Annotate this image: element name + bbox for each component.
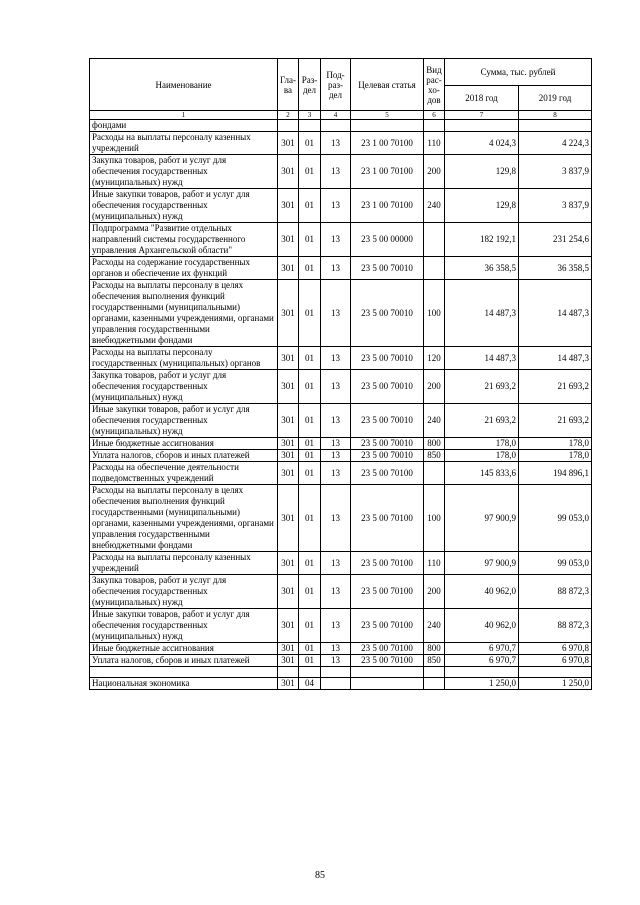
cell-sum-2019: 21 693,2 (519, 404, 592, 438)
cell-target-article: 23 5 00 70010 (351, 257, 424, 280)
cell-name: Расходы на выплаты персоналу в целях обеспечения выполнения функций государственными (муниципальными) органами, казенными учреждениями, органами управления государственными внебюджетными фондами (90, 280, 278, 347)
cell-sum-2018: 14 487,3 (445, 280, 519, 347)
cell-sum-2018: 36 358,5 (445, 257, 519, 280)
column-index: 4 (321, 111, 351, 120)
header-name: Наименование (90, 59, 278, 111)
cell-target-article: 23 5 00 70100 (351, 462, 424, 485)
table-row (90, 347, 592, 370)
cell-target-article: 23 5 00 70010 (351, 370, 424, 404)
cell-razdel: 01 (299, 347, 321, 370)
cell-razdel: 01 (299, 132, 321, 155)
cell-sum-2019: 6 970,8 (519, 643, 592, 655)
cell-expense-type: 240 (424, 404, 445, 438)
cell-target-article (351, 667, 424, 678)
column-index: 7 (445, 111, 519, 120)
cell-name: Расходы на обеспечение деятельности подведомственных учреждений (90, 462, 278, 485)
cell-glava: 301 (278, 643, 299, 655)
cell-podrazdel (321, 678, 351, 690)
cell-glava: 301 (278, 575, 299, 609)
cell-target-article: 23 5 00 70100 (351, 655, 424, 667)
cell-podrazdel: 13 (321, 575, 351, 609)
cell-podrazdel (321, 667, 351, 678)
header-glava: Гла-ва (278, 59, 299, 111)
table-row (90, 450, 592, 462)
header-podrazdel: Под-раз-дел (321, 59, 351, 111)
header-sum: Сумма, тыс. рублей (445, 59, 592, 86)
cell-expense-type: 240 (424, 189, 445, 223)
cell-glava: 301 (278, 280, 299, 347)
cell-name: Расходы на выплаты персоналу в целях обеспечения выполнения функций государственными (муниципальными) органами, казенными учреждениями, органами управления государственными внебюджетными фондами (90, 485, 278, 552)
column-index: 5 (351, 111, 424, 120)
cell-sum-2018: 1 250,0 (445, 678, 519, 690)
cell-glava: 301 (278, 450, 299, 462)
cell-expense-type: 100 (424, 280, 445, 347)
cell-glava: 301 (278, 132, 299, 155)
cell-sum-2018 (445, 120, 519, 132)
cell-podrazdel: 13 (321, 404, 351, 438)
cell-expense-type: 800 (424, 438, 445, 450)
cell-sum-2019: 6 970,8 (519, 655, 592, 667)
cell-expense-type (424, 120, 445, 132)
cell-name: Подпрограмма "Развитие отдельных направлений системы государственного управления Архангельской области" (90, 223, 278, 257)
cell-name: Национальная экономика (90, 678, 278, 690)
cell-expense-type (424, 257, 445, 280)
cell-glava: 301 (278, 462, 299, 485)
cell-expense-type: 110 (424, 132, 445, 155)
cell-expense-type: 240 (424, 609, 445, 643)
cell-podrazdel: 13 (321, 189, 351, 223)
cell-target-article: 23 5 00 70010 (351, 450, 424, 462)
cell-expense-type: 200 (424, 370, 445, 404)
header-year-2019: 2019 год (519, 86, 592, 111)
cell-expense-type: 200 (424, 575, 445, 609)
cell-name: Иные бюджетные ассигнования (90, 438, 278, 450)
table-row (90, 438, 592, 450)
cell-target-article: 23 5 00 70010 (351, 280, 424, 347)
cell-razdel: 01 (299, 257, 321, 280)
cell-sum-2018: 40 962,0 (445, 575, 519, 609)
cell-glava (278, 120, 299, 132)
header-razdel: Раз-дел (299, 59, 321, 111)
cell-name (90, 667, 278, 678)
cell-glava: 301 (278, 678, 299, 690)
cell-podrazdel: 13 (321, 438, 351, 450)
cell-podrazdel (321, 120, 351, 132)
table-row (90, 155, 592, 189)
cell-name: Иные бюджетные ассигнования (90, 643, 278, 655)
cell-glava (278, 667, 299, 678)
cell-sum-2018: 4 024,3 (445, 132, 519, 155)
cell-sum-2018: 97 900,9 (445, 552, 519, 575)
cell-target-article: 23 1 00 70100 (351, 155, 424, 189)
cell-expense-type (424, 678, 445, 690)
cell-expense-type: 110 (424, 552, 445, 575)
cell-glava: 301 (278, 155, 299, 189)
cell-sum-2018: 21 693,2 (445, 370, 519, 404)
cell-sum-2018: 14 487,3 (445, 347, 519, 370)
cell-razdel: 01 (299, 643, 321, 655)
cell-podrazdel: 13 (321, 643, 351, 655)
column-index: 8 (519, 111, 592, 120)
table-row (90, 609, 592, 643)
cell-glava: 301 (278, 485, 299, 552)
column-index: 3 (299, 111, 321, 120)
cell-razdel: 01 (299, 552, 321, 575)
table-row (90, 223, 592, 257)
cell-name: Закупка товаров, работ и услуг для обеспечения государственных (муниципальных) нужд (90, 370, 278, 404)
cell-target-article: 23 1 00 70100 (351, 132, 424, 155)
table-row (90, 462, 592, 485)
cell-name: Иные закупки товаров, работ и услуг для обеспечения государственных (муниципальных) нужд (90, 189, 278, 223)
cell-podrazdel: 13 (321, 370, 351, 404)
cell-podrazdel: 13 (321, 609, 351, 643)
cell-name: Расходы на выплаты персоналу казенных учреждений (90, 552, 278, 575)
cell-target-article: 23 5 00 70100 (351, 575, 424, 609)
column-index: 2 (278, 111, 299, 120)
table-row (90, 485, 592, 552)
cell-name: Закупка товаров, работ и услуг для обеспечения государственных (муниципальных) нужд (90, 575, 278, 609)
cell-razdel: 01 (299, 370, 321, 404)
cell-sum-2019: 178,0 (519, 450, 592, 462)
cell-sum-2019 (519, 667, 592, 678)
table-row (90, 189, 592, 223)
cell-name: Иные закупки товаров, работ и услуг для обеспечения государственных (муниципальных) нужд (90, 609, 278, 643)
cell-sum-2018: 129,8 (445, 155, 519, 189)
cell-razdel: 01 (299, 655, 321, 667)
cell-sum-2019: 178,0 (519, 438, 592, 450)
cell-sum-2018: 129,8 (445, 189, 519, 223)
cell-expense-type: 800 (424, 643, 445, 655)
cell-glava: 301 (278, 404, 299, 438)
cell-target-article (351, 120, 424, 132)
cell-name: фондами (90, 120, 278, 132)
cell-sum-2019: 36 358,5 (519, 257, 592, 280)
cell-podrazdel: 13 (321, 280, 351, 347)
cell-sum-2019: 3 837,9 (519, 189, 592, 223)
cell-podrazdel: 13 (321, 552, 351, 575)
cell-sum-2018: 97 900,9 (445, 485, 519, 552)
cell-podrazdel: 13 (321, 485, 351, 552)
cell-sum-2019: 4 224,3 (519, 132, 592, 155)
cell-sum-2018: 21 693,2 (445, 404, 519, 438)
cell-glava: 301 (278, 223, 299, 257)
table-row (90, 404, 592, 438)
cell-sum-2018 (445, 667, 519, 678)
table-body (90, 120, 592, 690)
cell-razdel (299, 667, 321, 678)
cell-expense-type: 100 (424, 485, 445, 552)
cell-target-article: 23 5 00 70100 (351, 485, 424, 552)
cell-target-article: 23 5 00 70010 (351, 438, 424, 450)
cell-razdel: 01 (299, 280, 321, 347)
table-header (90, 59, 592, 120)
cell-target-article: 23 5 00 70100 (351, 643, 424, 655)
cell-sum-2019: 88 872,3 (519, 575, 592, 609)
cell-expense-type (424, 462, 445, 485)
cell-target-article: 23 5 00 70100 (351, 609, 424, 643)
cell-sum-2018: 178,0 (445, 438, 519, 450)
cell-razdel: 01 (299, 485, 321, 552)
cell-name: Расходы на содержание государственных органов и обеспечение их функций (90, 257, 278, 280)
cell-razdel: 01 (299, 223, 321, 257)
cell-expense-type (424, 223, 445, 257)
table-row (90, 257, 592, 280)
cell-podrazdel: 13 (321, 155, 351, 189)
cell-razdel: 01 (299, 438, 321, 450)
cell-sum-2019: 14 487,3 (519, 280, 592, 347)
cell-name: Расходы на выплаты персоналу государственных (муниципальных) органов (90, 347, 278, 370)
column-index: 1 (90, 111, 278, 120)
cell-podrazdel: 13 (321, 450, 351, 462)
cell-glava: 301 (278, 655, 299, 667)
cell-expense-type (424, 667, 445, 678)
budget-table (89, 58, 592, 690)
cell-sum-2018: 182 192,1 (445, 223, 519, 257)
cell-sum-2019: 1 250,0 (519, 678, 592, 690)
table-row (90, 552, 592, 575)
cell-podrazdel: 13 (321, 347, 351, 370)
cell-target-article: 23 5 00 70100 (351, 552, 424, 575)
cell-sum-2019: 194 896,1 (519, 462, 592, 485)
cell-glava: 301 (278, 609, 299, 643)
cell-sum-2019: 14 487,3 (519, 347, 592, 370)
cell-razdel: 01 (299, 450, 321, 462)
cell-razdel (299, 120, 321, 132)
cell-target-article: 23 5 00 70010 (351, 404, 424, 438)
column-index: 6 (424, 111, 445, 120)
cell-razdel: 01 (299, 462, 321, 485)
column-index-row (90, 111, 592, 120)
cell-name: Уплата налогов, сборов и иных платежей (90, 655, 278, 667)
cell-expense-type: 850 (424, 655, 445, 667)
cell-razdel: 01 (299, 155, 321, 189)
cell-target-article: 23 1 00 70100 (351, 189, 424, 223)
cell-target-article (351, 678, 424, 690)
table-row (90, 370, 592, 404)
table-row (90, 132, 592, 155)
cell-razdel: 01 (299, 575, 321, 609)
cell-podrazdel: 13 (321, 462, 351, 485)
cell-sum-2019: 88 872,3 (519, 609, 592, 643)
cell-target-article: 23 5 00 70010 (351, 347, 424, 370)
cell-name: Иные закупки товаров, работ и услуг для обеспечения государственных (муниципальных) нужд (90, 404, 278, 438)
cell-razdel: 01 (299, 609, 321, 643)
cell-sum-2019: 21 693,2 (519, 370, 592, 404)
cell-expense-type: 200 (424, 155, 445, 189)
cell-target-article: 23 5 00 00000 (351, 223, 424, 257)
table-row (90, 575, 592, 609)
cell-glava: 301 (278, 552, 299, 575)
cell-glava: 301 (278, 438, 299, 450)
cell-glava: 301 (278, 347, 299, 370)
cell-sum-2019: 231 254,6 (519, 223, 592, 257)
cell-podrazdel: 13 (321, 132, 351, 155)
table-row (90, 643, 592, 655)
header-expense-type: Вид рас-хо-дов (424, 59, 445, 111)
cell-sum-2018: 145 833,6 (445, 462, 519, 485)
cell-glava: 301 (278, 370, 299, 404)
cell-razdel: 04 (299, 678, 321, 690)
cell-sum-2019 (519, 120, 592, 132)
cell-sum-2018: 40 962,0 (445, 609, 519, 643)
cell-name: Расходы на выплаты персоналу казенных учреждений (90, 132, 278, 155)
cell-glava: 301 (278, 257, 299, 280)
cell-expense-type: 120 (424, 347, 445, 370)
table-row (90, 678, 592, 690)
cell-sum-2019: 99 053,0 (519, 552, 592, 575)
page-number: 85 (315, 870, 325, 881)
cell-razdel: 01 (299, 404, 321, 438)
cell-glava: 301 (278, 189, 299, 223)
cell-sum-2019: 3 837,9 (519, 155, 592, 189)
cell-podrazdel: 13 (321, 257, 351, 280)
cell-razdel: 01 (299, 189, 321, 223)
table-row (90, 667, 592, 678)
table-row (90, 655, 592, 667)
cell-sum-2018: 6 970,7 (445, 643, 519, 655)
table-row (90, 280, 592, 347)
cell-expense-type: 850 (424, 450, 445, 462)
cell-name: Закупка товаров, работ и услуг для обеспечения государственных (муниципальных) нужд (90, 155, 278, 189)
cell-podrazdel: 13 (321, 655, 351, 667)
cell-sum-2018: 178,0 (445, 450, 519, 462)
header-year-2018: 2018 год (445, 86, 519, 111)
table-row (90, 120, 592, 132)
header-target-article: Целевая статья (351, 59, 424, 111)
cell-sum-2018: 6 970,7 (445, 655, 519, 667)
cell-name: Уплата налогов, сборов и иных платежей (90, 450, 278, 462)
cell-sum-2019: 99 053,0 (519, 485, 592, 552)
cell-podrazdel: 13 (321, 223, 351, 257)
